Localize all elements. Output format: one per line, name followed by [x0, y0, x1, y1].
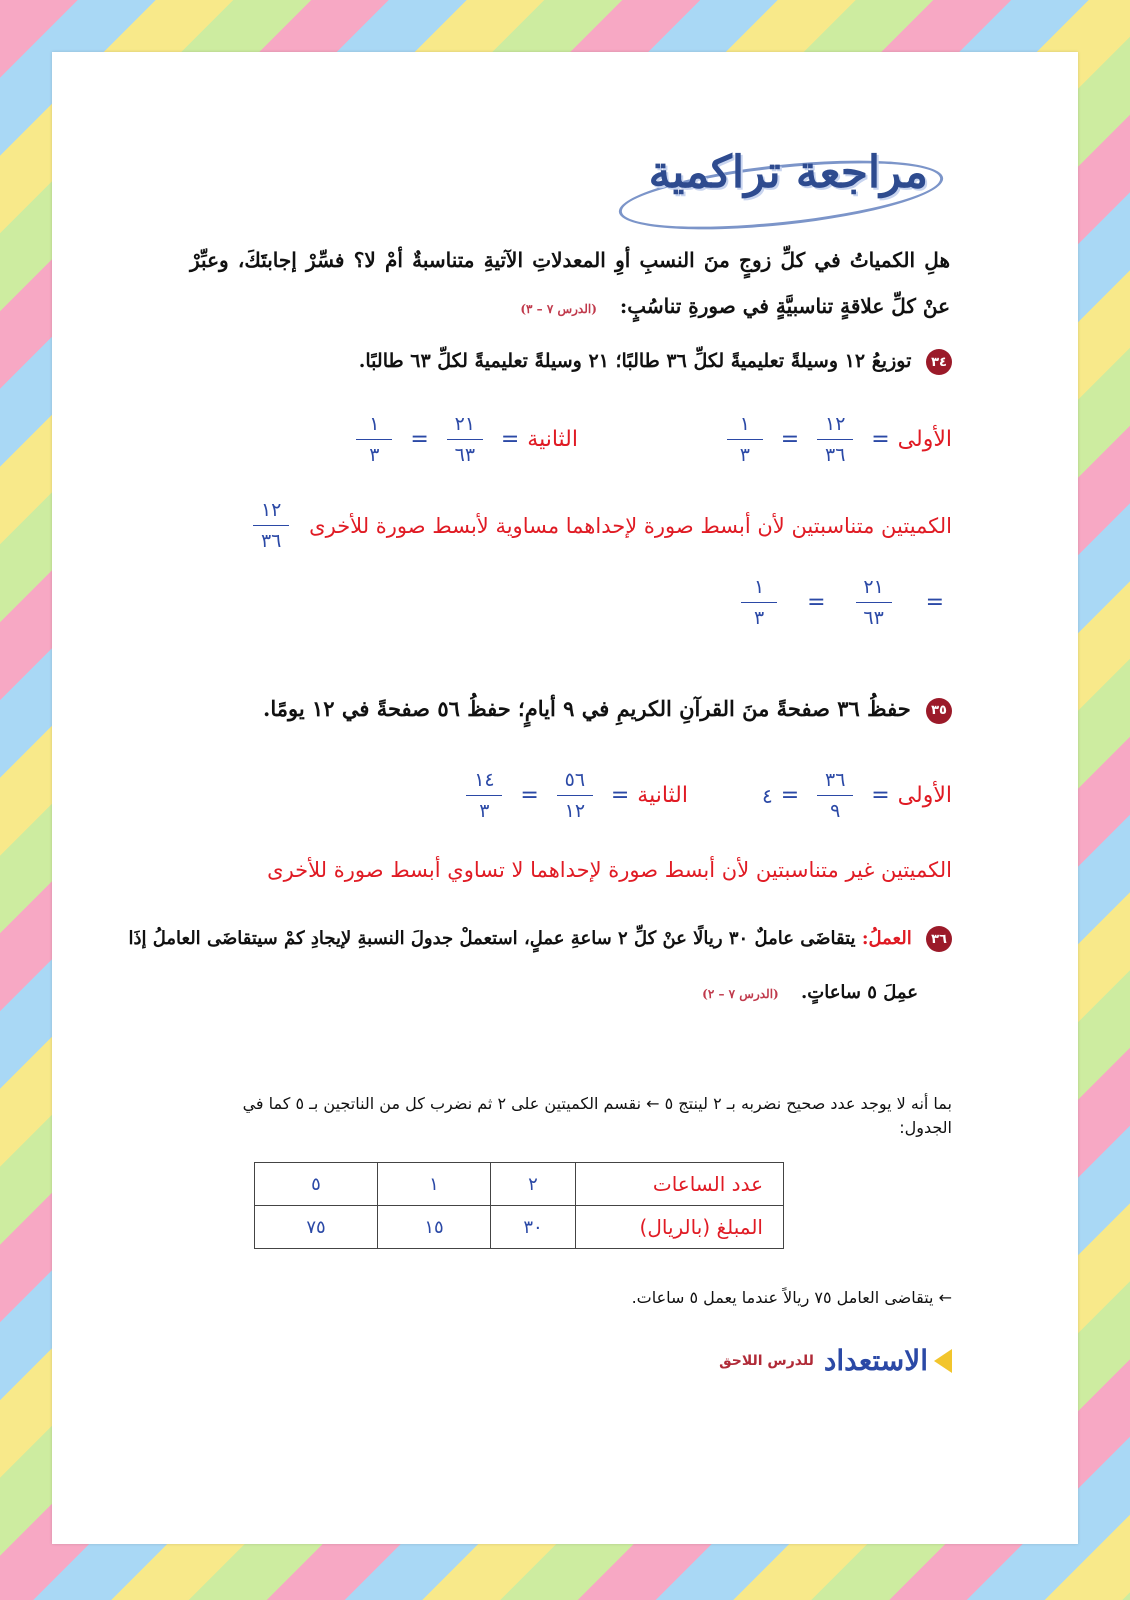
equals-sign: =: [780, 783, 800, 808]
equals-sign: =: [871, 783, 890, 808]
conclusion-text: الكميتين متناسبتين لأن أبسط صورة لإحداهما مساوية لأبسط صورة للأخرى: [309, 513, 952, 538]
numerator: ١: [369, 413, 380, 435]
lesson-reference: (الدرس ٧ – ٣): [520, 302, 597, 316]
numerator: ١: [754, 576, 765, 598]
second-label: الثانية: [527, 427, 578, 452]
table-cell: ١: [378, 1163, 491, 1206]
q34-conclusion-row: [243, 498, 952, 553]
denominator: ٣٦: [260, 530, 282, 552]
question-34: [359, 349, 952, 375]
question-number-badge: ٣٦: [926, 926, 952, 952]
first-label: الأولى: [897, 427, 952, 452]
denominator: ٣: [479, 800, 490, 822]
question-text-continued: عمِلَ ٥ ساعاتٍ.: [801, 982, 918, 1003]
equals-sign: =: [500, 427, 520, 452]
lesson-reference: (الدرس ٧ – ٢): [702, 987, 779, 1001]
table-row: [255, 1163, 784, 1206]
denominator: ٣: [739, 444, 750, 466]
q34-proportion-row: [731, 575, 952, 630]
fraction: [447, 412, 483, 467]
q34-first-ratio: [717, 412, 952, 467]
denominator: ٦٣: [863, 607, 884, 629]
table-cell: ٢: [491, 1163, 576, 1206]
fraction: [253, 498, 289, 553]
denominator: ٦٣: [454, 444, 476, 466]
row-header-hours: عدد الساعات: [576, 1163, 784, 1206]
table-cell: ٥: [255, 1163, 378, 1206]
q34-second-ratio: [346, 412, 578, 467]
question-topic-label: العملُ:: [861, 928, 912, 949]
question-text: حفظُ ٣٦ صفحةً منَ القرآنِ الكريمِ في ٩ أيامٍ؛ حفظُ ٥٦ صفحةً في ١٢ يومًا.: [263, 696, 911, 721]
triangle-pointer-icon: [934, 1349, 952, 1373]
fraction: [817, 768, 853, 823]
instructions-text: هلِ الكمياتُ في كلِّ زوجٍ منَ النسبِ أوِ المعدلاتِ الآتيةِ متناسبةٌ أمْ لا؟ فسِّرْ إجابتَكَ، وعبِّرْ عنْ كلِّ علاقةٍ تناسبيَّةٍ في صورةِ تناسُبٍ:: [190, 248, 950, 318]
equals-sign: =: [780, 427, 800, 452]
numerator: ٢١: [863, 576, 884, 598]
prep-heading: الاستعداد: [823, 1344, 928, 1377]
next-lesson-prep: [719, 1344, 952, 1377]
q35-first-ratio: [762, 768, 952, 823]
equals-sign: =: [925, 590, 944, 615]
fraction: [727, 412, 763, 467]
question-text: توزيعُ ١٢ وسيلةً تعليميةً لكلِّ ٣٦ طالبًا؛ ٢١ وسيلةً تعليميةً لكلِّ ٦٣ طالبًا.: [358, 350, 912, 372]
numerator: ١٤: [474, 769, 495, 791]
ratio-table: [254, 1162, 784, 1249]
table-cell: ١٥: [378, 1206, 491, 1249]
table-row: [255, 1206, 784, 1249]
numerator: ١: [739, 413, 750, 435]
numerator: ٣٦: [825, 769, 846, 791]
q36-solution-text: بما أنه لا يوجد عدد صحيح نضربه بـ ٢ لينتج ٥ ← نقسم الكميتين على ٢ ثم نضرب كل من الناتجين بـ ٥ كما في الجدول:: [242, 1094, 952, 1137]
second-label: الثانية: [637, 783, 688, 808]
fraction: [466, 768, 502, 823]
denominator: ٣٦: [825, 444, 846, 466]
question-number-badge: ٣٥: [926, 698, 952, 724]
fraction: [356, 412, 392, 467]
equals-sign: =: [610, 783, 630, 808]
numerator: ٥٦: [564, 769, 586, 791]
question-number-badge: ٣٤: [926, 349, 952, 375]
review-instructions: [190, 237, 950, 332]
table-cell: ٣٠: [491, 1206, 576, 1249]
fraction: [741, 575, 777, 630]
numerator: ٢١: [454, 413, 476, 435]
fraction: [817, 412, 853, 467]
question-36: [128, 926, 952, 952]
numerator: ١٢: [825, 413, 846, 435]
denominator: ١٢: [564, 800, 586, 822]
question-text: يتقاضَى عاملٌ ٣٠ ريالًا عنْ كلِّ ٢ ساعةِ عملٍ، استعملْ جدولَ النسبةِ لإيجادِ كمْ سيتقاضَى العاملُ إذَا: [128, 928, 856, 949]
denominator: ٩: [830, 800, 841, 822]
q35-second-ratio: [456, 768, 688, 823]
numerator: ١٢: [260, 499, 282, 521]
question-35: [263, 696, 952, 724]
equals-sign: =: [520, 783, 539, 808]
worksheet-page: [52, 52, 1078, 1544]
whole-number-result: ٤: [762, 783, 773, 808]
denominator: ٣: [369, 444, 380, 466]
question-36-line2: [702, 982, 918, 1003]
denominator: ٣: [754, 607, 765, 629]
table-cell: ٧٥: [255, 1206, 378, 1249]
q36-answer: ← يتقاضى العامل ٧٥ ريالاً عندما يعمل ٥ ساعات.: [631, 1288, 952, 1307]
equals-sign: =: [807, 590, 826, 615]
prep-subheading: للدرس اللاحق: [719, 1352, 814, 1369]
fraction: [557, 768, 593, 823]
fraction: [856, 575, 892, 630]
row-header-amount: المبلغ (بالريال): [576, 1206, 784, 1249]
equals-sign: =: [871, 427, 890, 452]
section-title: [618, 147, 938, 227]
first-label: الأولى: [897, 783, 952, 808]
section-title-text: مراجعة تراكمية: [648, 147, 928, 198]
equals-sign: =: [410, 427, 429, 452]
q35-conclusion: الكميتين غير متناسبتين لأن أبسط صورة لإحداهما لا تساوي أبسط صورة للأخرى: [267, 858, 952, 882]
